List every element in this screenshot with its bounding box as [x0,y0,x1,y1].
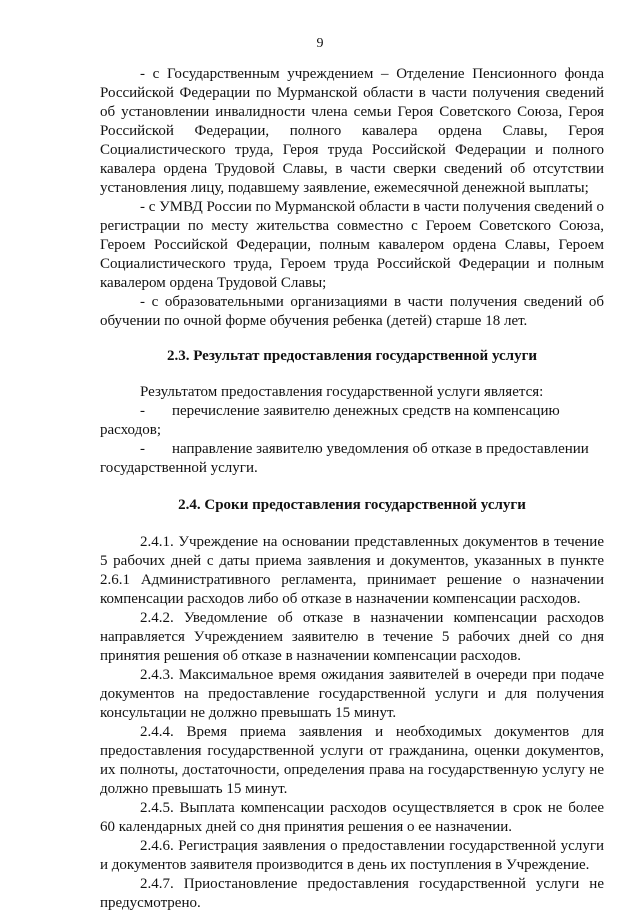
page-content [100,65,604,913]
list-dash: - [140,403,145,419]
result-item-payment-text: перечисление заявителю денежных средств на компенсацию [172,403,560,419]
paragraph-2-4-4: 2.4.4. Время приема заявления и необходимых документов для предоставления государственной услуги от гражданина, оценки документов, их полноты, достаточности, определения права на государственную услугу не должно превышать 15 минут. [100,724,604,797]
list-dash: - [140,441,145,457]
section-2-4-title: 2.4. Сроки предоставления государственной услуги [178,497,526,513]
paragraph-education: - с образовательными организациями в части получения сведений об обучении по очной форме обучения ребенка (детей) старше 18 лет. [100,294,604,329]
result-item-refusal [100,440,604,478]
result-item-refusal-text: направление заявителю уведомления об отказе в предоставлении [172,441,589,457]
paragraph-2-4-3: 2.4.3. Максимальное время ожидания заявителей в очереди при подаче документов на предоставление государственной услуги и для получения консультации не должно превышать 15 минут. [100,667,604,721]
result-item-payment [100,402,604,440]
result-item-payment-cont: расходов; [100,422,161,438]
section-2-3-title: 2.3. Результат предоставления государственной услуги [166,348,538,364]
paragraph-2-4-6: 2.4.6. Регистрация заявления о предоставлении государственной услуги и документов заявителя производится в день их поступления в Учреждение. [100,838,604,873]
paragraph-umvd: - с УМВД России по Мурманской области в части получения сведений о регистрации по месту жительства совместно с Героем Советского Союза, Героем Российской Федерации, полным кавалером ордена Славы, Героем Социалистического труда, Героем труда Российской Федерации и полным кавалером ордена Трудовой Славы; [100,199,604,291]
section-2-3-lead: Результатом предоставления государственной услуги является: [140,384,544,400]
paragraph-pension-fund: - с Государственным учреждением – Отделение Пенсионного фонда Российской Федерации по Мурманской области в части получения сведений об установлении инвалидности члена семьи Героя Советского Союза, Героя Российской Федерации, полного кавалера ордена Славы, Героя Социалистического труда, Героя труда Российской Федерации и полного кавалера ордена Трудовой Славы, в части сверки сведений об отсутствии установления лицу, подавшему заявление, ежемесячной денежной выплаты; [100,66,604,196]
result-item-refusal-cont: государственной услуги. [100,460,258,476]
page-number: 9 [316,36,324,51]
paragraph-2-4-7: 2.4.7. Приостановление предоставления государственной услуги не предусмотрено. [100,876,604,911]
paragraph-2-4-1: 2.4.1. Учреждение на основании представленных документов в течение 5 рабочих дней с даты приема заявления и документов, указанных в пункте 2.6.1 Административного регламента, принимает решение о назначении компенсации расходов либо об отказе в назначении компенсации расходов. [100,534,604,607]
paragraph-2-4-5: 2.4.5. Выплата компенсации расходов осуществляется в срок не более 60 календарных дней со дня принятия решения о ее назначении. [100,800,604,835]
paragraph-2-4-2: 2.4.2. Уведомление об отказе в назначении компенсации расходов направляется Учреждением заявителю в течение 5 рабочих дней со дня принятия решения об отказе в назначении компенсации расходов. [100,610,604,664]
